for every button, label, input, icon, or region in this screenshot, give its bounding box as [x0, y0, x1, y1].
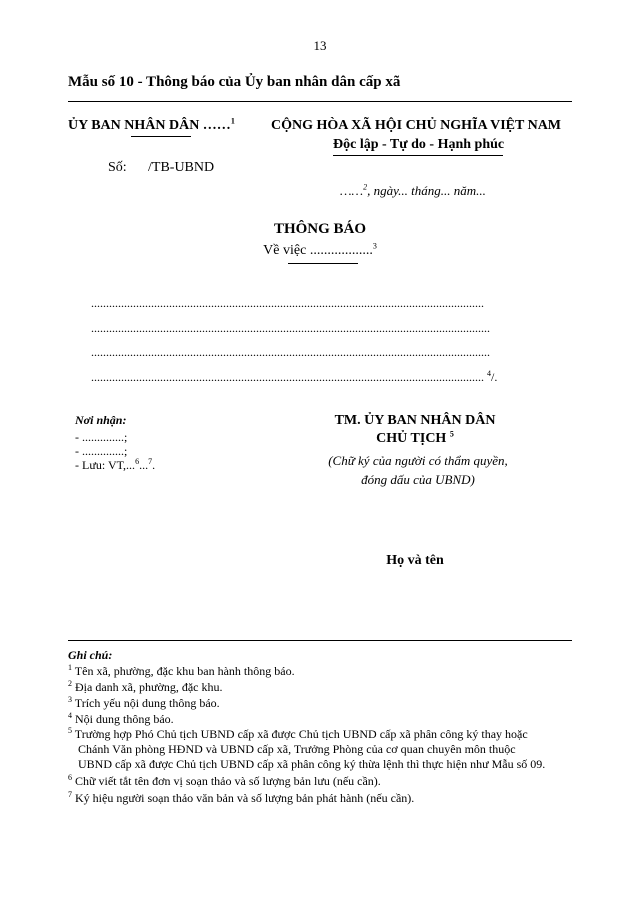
note-number: 7 — [68, 790, 72, 799]
nation-name: CỘNG HÒA XÃ HỘI CHỦ NGHĨA VIỆT NAM — [271, 118, 562, 133]
signature-title-text: CHỦ TỊCH — [376, 431, 447, 446]
note-continuation: Chánh Văn phòng HĐND và UBND cấp xã, Trưởng Phòng của cơ quan chuyên môn thuộc — [78, 742, 516, 756]
note-item — [68, 774, 588, 789]
archive-end: . — [152, 458, 156, 472]
page-number: 13 — [313, 38, 327, 53]
note-text: Ký hiệu người soạn thảo văn bản và số lượng bản phát hành (nếu cần). — [75, 791, 415, 805]
note-number: 6 — [68, 773, 72, 782]
recipient-item: - ..............; — [75, 444, 128, 458]
notes-title: Ghi chú: — [68, 648, 113, 662]
recipients-title: Nơi nhận: — [75, 413, 127, 427]
national-motto: Độc lập - Tự do - Hạnh phúc — [333, 137, 505, 152]
place-date-line — [340, 183, 486, 199]
signature-note-line: đóng dấu của UBND) — [361, 472, 475, 487]
signature-footnote-ref: 5 — [449, 429, 454, 439]
note-item — [68, 680, 588, 695]
archive-prefix: - Lưu: VT,... — [75, 458, 136, 472]
note-text: Tên xã, phường, đặc khu ban hành thông báo. — [74, 664, 295, 678]
motto-underline — [333, 155, 503, 156]
agency-footnote-ref: 1 — [230, 116, 235, 126]
title-rule — [68, 101, 572, 102]
note-number: 4 — [68, 711, 72, 720]
recipient-item: - ..............; — [75, 430, 128, 444]
content-footnote-ref: 4 — [487, 369, 491, 378]
subject-footnote-ref: 3 — [372, 241, 377, 251]
note-continuation: UBND cấp xã được Chủ tịch UBND cấp xã phân công ký thừa lệnh thì thực hiện như Mẫu số 09. — [78, 757, 546, 771]
content-line-text: ................................................................................................................................... — [91, 370, 484, 384]
content-line: ..................................................................................................................................... — [91, 321, 490, 335]
note-item — [68, 696, 588, 711]
date-footnote-ref: 2 — [363, 182, 368, 192]
note-text: Nội dung thông báo. — [75, 712, 174, 726]
signature-organization: TM. ỦY BAN NHÂN DÂN — [334, 413, 496, 428]
note-number: 5 — [68, 726, 72, 735]
note-number: 3 — [68, 695, 72, 704]
content-line: ................................................................................................................................... — [91, 296, 484, 310]
signature-note — [288, 451, 548, 489]
date-prefix: …… — [340, 183, 364, 198]
recipient-archive — [75, 458, 155, 473]
note-text: Địa danh xã, phường, đặc khu. — [75, 680, 223, 694]
document-subject — [0, 243, 640, 259]
subject-underline — [288, 263, 358, 264]
agency-name — [68, 118, 235, 134]
note-item — [68, 712, 588, 727]
signature-title — [300, 431, 530, 447]
signer-name: Họ và tên — [386, 553, 444, 568]
note-text: Trích yếu nội dung thông báo. — [74, 696, 220, 710]
archive-footnote-ref-7: 7 — [148, 457, 153, 466]
archive-mid: ... — [139, 458, 149, 472]
form-title: Mẫu số 10 - Thông báo của Ủy ban nhân dân cấp xã — [68, 74, 401, 90]
note-line — [68, 727, 588, 742]
note-item — [68, 791, 588, 806]
note-item — [68, 727, 588, 772]
note-text: Trường hợp Phó Chủ tịch UBND cấp xã được Chủ tịch UBND cấp xã phân công ký thay hoặc — [74, 727, 528, 741]
content-line: ..................................................................................................................................... — [91, 345, 490, 359]
document-number-code: /TB-UBND — [148, 160, 215, 175]
subject-text: Về việc .................. — [263, 243, 373, 258]
signature-note-line: (Chữ ký của người có thẩm quyền, — [328, 453, 508, 468]
document-title: THÔNG BÁO — [273, 221, 367, 237]
date-rest: , ngày... tháng... năm... — [367, 183, 486, 198]
content-line — [91, 370, 497, 385]
archive-footnote-ref-6: 6 — [135, 457, 140, 466]
note-text: Chữ viết tắt tên đơn vị soạn thảo và số lượng bản lưu (nếu cần). — [75, 774, 381, 788]
agency-name-text: ỦY BAN NHÂN DÂN …… — [68, 118, 231, 133]
notes-rule — [68, 640, 572, 641]
note-number: 2 — [68, 679, 72, 688]
agency-underline — [131, 136, 191, 137]
note-number: 1 — [68, 663, 72, 672]
document-number-label: Số: — [108, 160, 127, 175]
note-item — [68, 664, 588, 679]
content-end-suffix: /. — [491, 370, 498, 384]
